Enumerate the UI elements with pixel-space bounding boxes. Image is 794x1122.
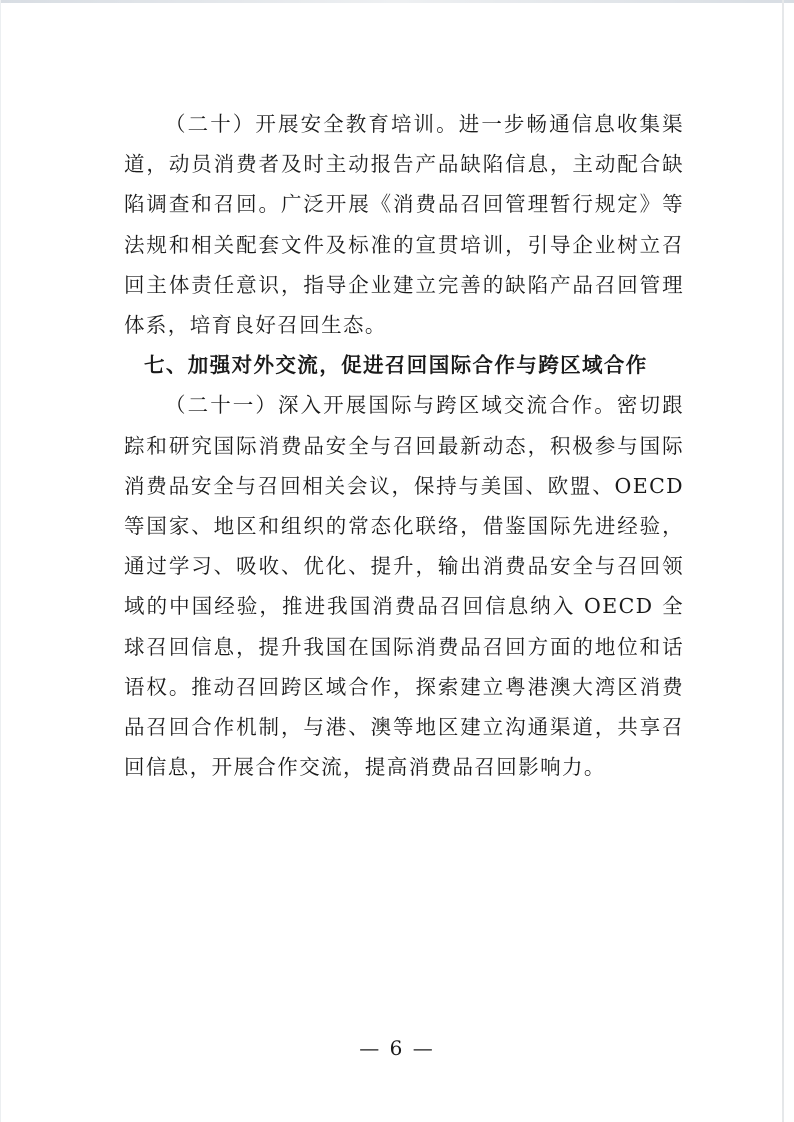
page-edge-right	[782, 0, 784, 1122]
section-7-heading: 七、加强对外交流，促进召回国际合作与跨区域合作	[144, 353, 648, 378]
document-body	[124, 104, 684, 787]
paragraph-20: （二十）开展安全教育培训。进一步畅通信息收集渠道，动员消费者及时主动报告产品缺陷信息，主动配合缺陷调查和召回。广泛开展《消费品召回管理暂行规定》等法规和相关配套文件及标准的宣贯培训，引导企业树立召回主体责任意识，指导企业建立完善的缺陷产品召回管理体系，培育良好召回生态。	[124, 112, 684, 338]
page-number: — 6 —	[359, 1036, 435, 1060]
page-edge-left	[0, 0, 1, 1122]
page-edge-top	[0, 0, 794, 3]
paragraph-21: （二十一）深入开展国际与跨区域交流合作。密切跟踪和研究国际消费品安全与召回最新动态，积极参与国际消费品安全与召回相关会议，保持与美国、欧盟、OECD 等国家、地区和组织的常态化联络，借鉴国际先进经验，通过学习、吸收、优化、提升，输出消费品安全与召回领域的中国经验，推进我国消费品召回信息纳入 OECD 全球召回信息，提升我国在国际消费品召回方面的地位和话语权。推动召回跨区域合作，探索建立粤港澳大湾区消费品召回合作机制，与港、澳等地区建立沟通渠道，共享召回信息，开展合作交流，提高消费品召回影响力。	[124, 393, 684, 780]
